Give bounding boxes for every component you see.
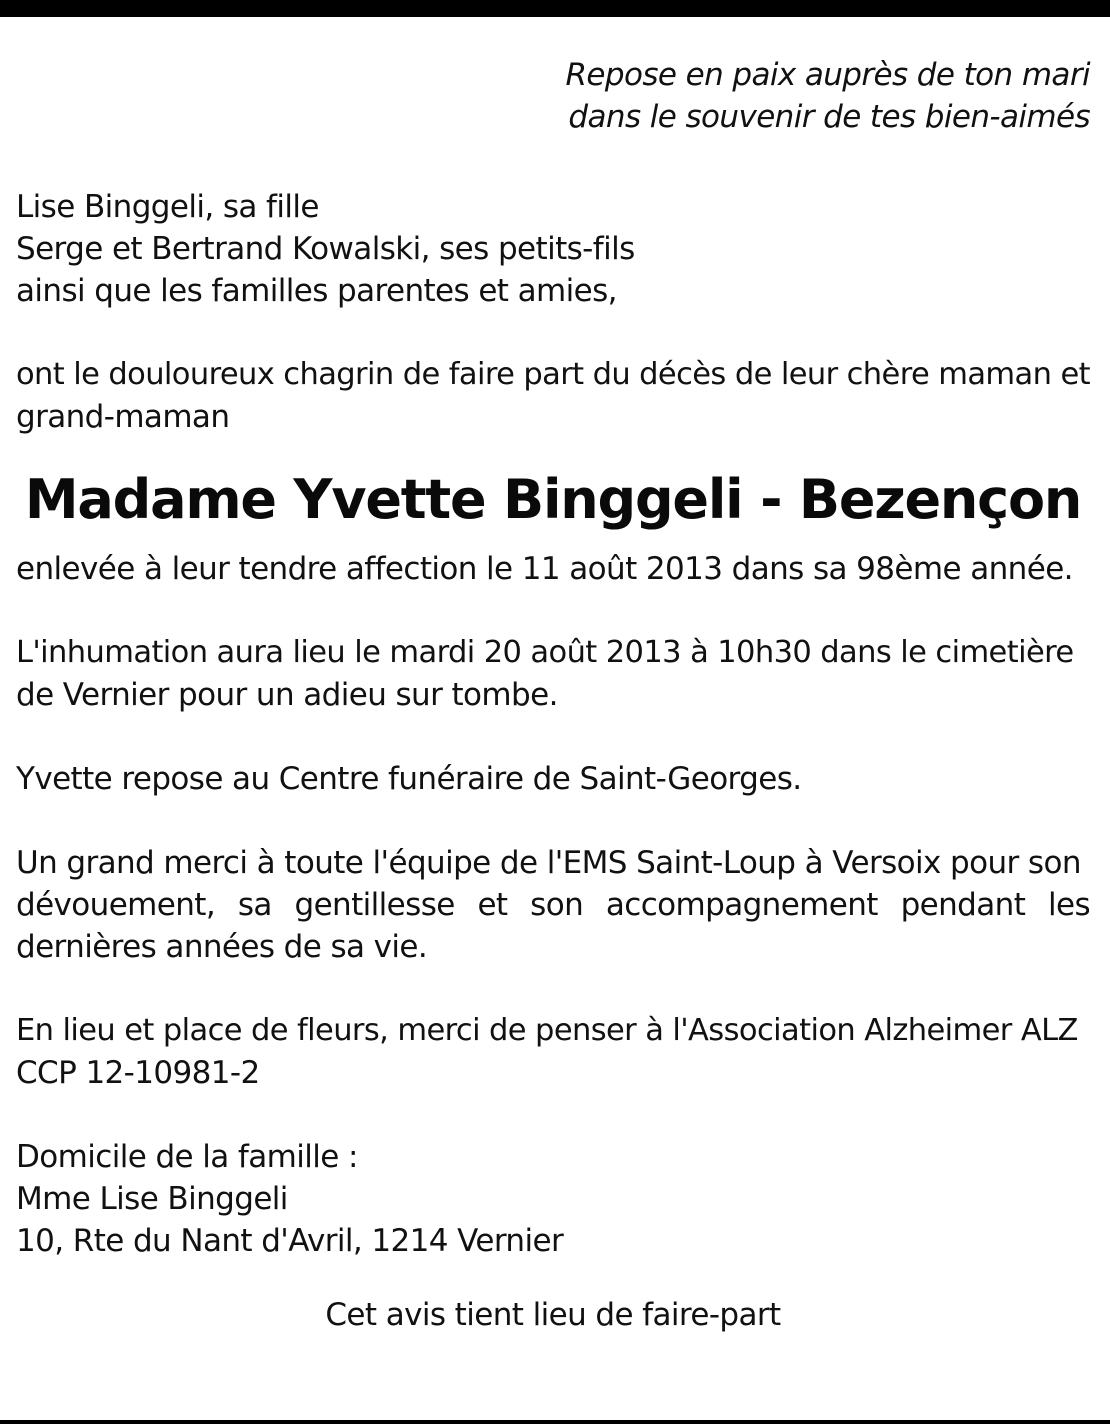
donation-line: En lieu et place de fleurs, merci de penser à l'Association Alzheimer ALZ [16, 1013, 1078, 1048]
domicile-line: Mme Lise Binggeli [16, 1181, 288, 1217]
thanks-paragraph [16, 842, 1090, 968]
bottom-border-rule [0, 1420, 1110, 1424]
closing-note [16, 1294, 1090, 1336]
donation-info [16, 1010, 1090, 1094]
obituary-notice [16, 54, 1090, 1336]
deceased-name: Madame Yvette Binggeli - Bezençon [24, 468, 1082, 531]
burial-info [16, 632, 1090, 716]
death-notice [16, 548, 1090, 590]
epigraph-line: dans le souvenir de tes bien-aimés [568, 99, 1090, 135]
domicile-line: 10, Rte du Nant d'Avril, 1214 Vernier [16, 1223, 564, 1259]
thanks-line: dévouement, sa gentillesse et son accompagnement pendant les [16, 887, 1090, 923]
burial-line: L'inhumation aura lieu le mardi 20 août 2013 à 10h30 dans le cimetière [16, 635, 1074, 670]
family-domicile [16, 1136, 1090, 1262]
family-list [16, 186, 1090, 312]
burial-line: de Vernier pour un adieu sur tombe. [16, 677, 558, 713]
announcement [16, 354, 1090, 438]
closing-note-line: Cet avis tient lieu de faire-part [325, 1297, 781, 1333]
thanks-line: Un grand merci à toute l'équipe de l'EMS Saint-Loup à Versoix pour son [16, 845, 1081, 881]
epigraph-line: Repose en paix auprès de ton mari [565, 57, 1090, 93]
announcement-line: ont le douloureux chagrin de faire part du décès de leur chère maman et [16, 357, 1090, 392]
family-line: ainsi que les familles parentes et amies, [16, 273, 617, 309]
domicile-line: Domicile de la famille : [16, 1139, 358, 1175]
top-border-rule [0, 0, 1110, 17]
resting-place-line: Yvette repose au Centre funéraire de Saint-Georges. [16, 761, 802, 797]
family-line: Serge et Bertrand Kowalski, ses petits-fils [16, 231, 635, 267]
death-notice-line: enlevée à leur tendre affection le 11 août 2013 dans sa 98ème année. [16, 551, 1073, 587]
family-line: Lise Binggeli, sa fille [16, 189, 319, 225]
thanks-line: dernières années de sa vie. [16, 929, 428, 965]
announcement-line: grand-maman [16, 399, 230, 435]
epigraph [16, 54, 1090, 138]
resting-place [16, 758, 1090, 800]
donation-line: CCP 12-10981-2 [16, 1055, 260, 1091]
thanks-line-justified [16, 884, 1090, 926]
